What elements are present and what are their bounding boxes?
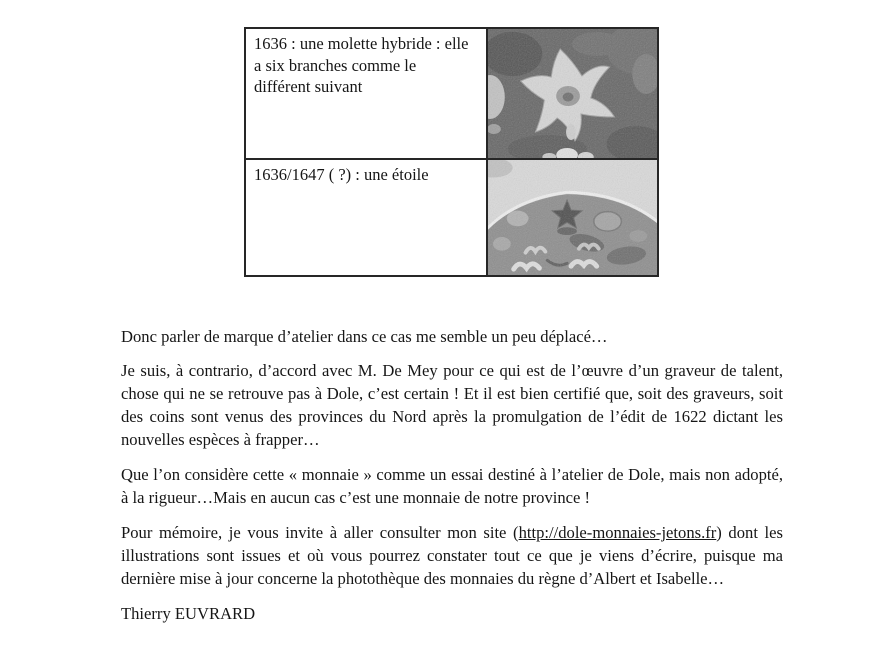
letter-body [121,325,783,625]
table-cell-photo [488,160,657,275]
label-line: différent suivant [254,77,363,96]
table-row [246,29,657,158]
signature: Thierry EUVRARD [121,604,256,623]
differents-table [244,27,659,277]
paragraph-text-after-link: ) dont les illustrations sont issues et où vous pourrez constater tout ce que je viens d’écrire, puisque ma dernière mise à jour concerne la photothèque des monnaies du règne d’Albert et Isabelle… [121,523,783,588]
paragraph-site-invitation [121,521,783,590]
site-link[interactable]: http://dole-monnaies-jetons.fr [518,523,717,542]
label-line: a six branches comme le [254,55,417,75]
paragraph-essai-monnaie: Que l’on considère cette « monnaie » comme un essai destiné à l’atelier de Dole, mais non adopté, à la rigueur…Mais en aucun cas c’est une monnaie de notre province ! [121,465,783,507]
paragraph-text-before-link: Pour mémoire, je vous invite à aller consulter mon site ( [121,523,519,542]
table-row [246,158,657,275]
label-line: 1636 : une molette hybride : elle [254,34,469,53]
etoile-coin-photo [488,160,657,275]
table-cell-photo [488,29,657,158]
paragraph-graveur: Je suis, à contrario, d’accord avec M. De Mey pour ce qui est de l’œuvre d’un graveur de talent, chose qui ne se retrouve pas à Dole, c’est certain ! Et il est bien certifié que, soit des graveurs, soit des coins sont venus des provinces du Nord après la promulgation de l’édit de 1622 dictant les nouvelles espèces à frapper… [121,361,783,449]
paragraph-marque-atelier: Donc parler de marque d’atelier dans ce cas me semble un peu déplacé… [121,327,608,346]
molette-six-branches-photo [488,29,657,158]
table-cell-label [246,160,488,275]
table-cell-label [246,29,488,158]
label-line: 1636/1647 ( ?) : une étoile [254,165,429,184]
